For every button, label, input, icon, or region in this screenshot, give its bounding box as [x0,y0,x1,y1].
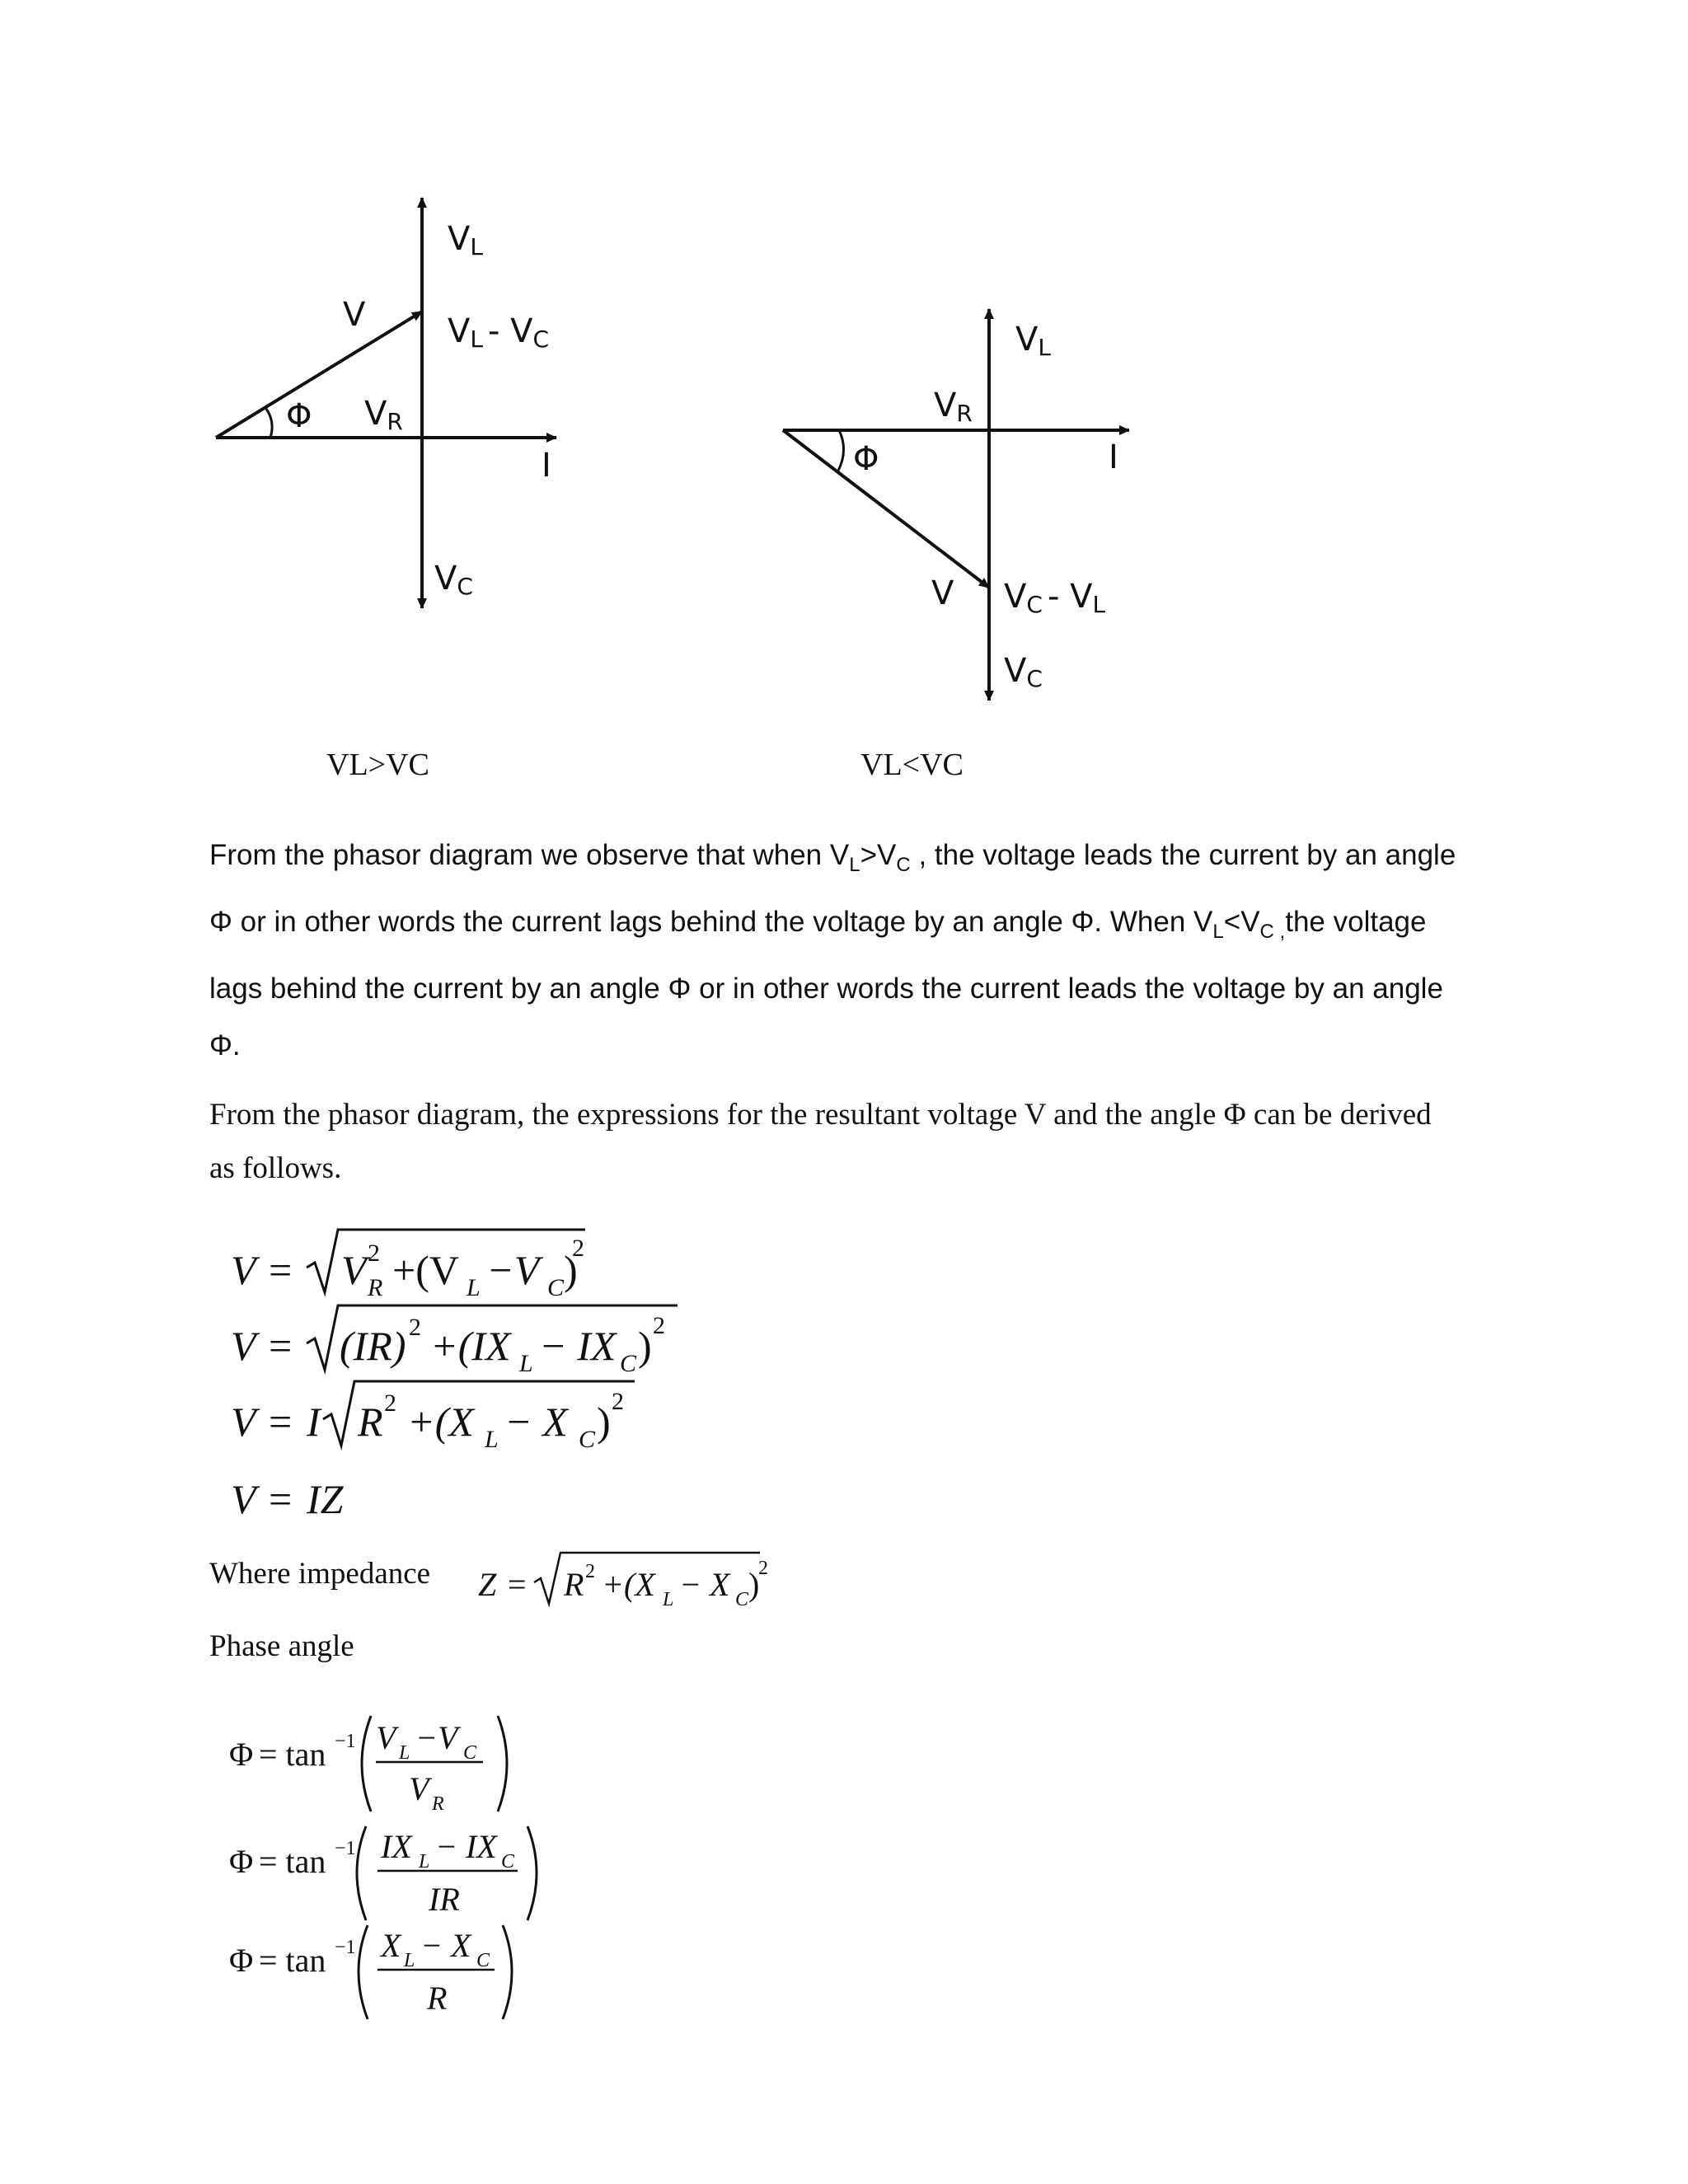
svg-text:VC [1004,652,1043,692]
phi-label-right: Φ [853,440,879,478]
svg-text:+(IX: +(IX [430,1323,511,1369]
svg-text:2: 2 [384,1390,396,1417]
i-label-left: I [542,447,551,485]
svg-text:= tan: = tan [259,1843,326,1880]
svg-text:R: R [427,1980,448,2017]
svg-text:= tan: = tan [259,1736,326,1773]
svg-text:Φ: Φ [229,1942,254,1979]
svg-text:Φ: Φ [229,1736,254,1773]
svg-text:C: C [476,1950,490,1971]
paragraph-derivation-intro [209,1088,1495,1195]
svg-text:R: R [358,1399,383,1445]
v-resultant-right [783,430,989,588]
phasor-diagram-left [216,198,556,608]
svg-text:+(X: +(X [407,1399,474,1445]
svg-text:L: L [485,1426,499,1453]
svg-text:VR [364,395,403,435]
svg-text:2: 2 [409,1314,421,1341]
equation-v-iz [231,1476,345,1522]
vl-label-right: V [1015,321,1039,359]
paragraph2-line1: From the phasor diagram, the expressions for the resultant voltage V and the angle Φ can be derived [209,1098,1432,1132]
vc-label-right: V [1004,652,1027,690]
caption-right: VL<VC [860,748,964,782]
svg-text:R: R [564,1566,584,1603]
svg-text:−V: −V [486,1247,540,1293]
svg-text:2: 2 [572,1235,584,1262]
svg-text:IX: IX [381,1828,412,1865]
vr-label-right-sub: R [956,400,973,427]
svg-text:L: L [663,1589,674,1610]
svg-text:− IX: − IX [539,1323,617,1369]
vl-vc-label-left: V [448,312,471,350]
paragraph2-line2: as follows. [209,1151,342,1185]
svg-text:VC- VL [1004,578,1105,618]
svg-text:VL [448,220,483,260]
vl-vc-label-left-sub2: C [532,326,550,353]
paragraph1-line4: Φ. [209,1029,241,1062]
phasor-diagram-right [783,309,1129,701]
equation-v-currents [231,1305,678,1377]
svg-text:VL- VC [448,312,549,353]
v-label-right: V [931,574,954,612]
svg-text:−1: −1 [335,1838,356,1859]
equation-v-impedance [231,1381,635,1453]
svg-text:=: = [269,1247,293,1293]
impedance-label: Where impedance [209,1557,431,1591]
svg-text:C: C [501,1851,515,1872]
svg-text:2: 2 [368,1240,380,1267]
svg-text:2: 2 [585,1561,595,1582]
svg-text:2: 2 [653,1312,665,1339]
svg-text:V: V [231,1247,256,1293]
svg-text:R: R [432,1793,444,1815]
svg-text:− X: − X [420,1927,471,1964]
svg-text:): ) [638,1323,652,1369]
phase-formula-voltages [229,1716,507,1815]
svg-text:VR [934,387,973,427]
paragraph1-line3: lags behind the current by an angle Φ or in other words the current leads the voltage by an angle [209,972,1443,1005]
svg-text:Φ: Φ [229,1843,254,1880]
vc-vl-label-right: V [1004,578,1027,616]
svg-text:=: = [269,1323,293,1369]
svg-text:L: L [419,1851,430,1872]
vc-label-left-sub: C [457,573,473,600]
svg-text:VL [1015,321,1051,361]
svg-text:− IX: − IX [435,1828,497,1865]
svg-text:C: C [735,1589,749,1610]
svg-text:=: = [269,1476,293,1522]
svg-text:=: = [269,1399,293,1445]
caption-left: VL>VC [326,748,429,782]
svg-text:C: C [579,1426,596,1453]
vr-label-left: V [364,395,387,433]
svg-text:2: 2 [612,1388,624,1415]
svg-text:R: R [368,1274,383,1301]
svg-text:(IR): (IR) [340,1323,406,1369]
vr-label-left-sub: R [387,408,403,435]
svg-text:VC [434,560,473,600]
svg-text:X: X [381,1927,401,1964]
svg-text:): ) [564,1247,578,1293]
phase-formula-reactances [229,1925,512,2019]
v-label-left: V [343,296,366,334]
svg-text:V: V [409,1770,429,1807]
svg-text:L: L [404,1950,415,1971]
svg-text:I: I [307,1399,321,1445]
vl-vc-label-left-mid: - V [487,312,533,350]
paragraph1-line1: From the phasor diagram we observe that when $V_L>V_C$ , the voltage leads the current by an angle [209,839,1456,876]
svg-text:Z: Z [478,1566,497,1603]
svg-text:L: L [399,1742,410,1764]
vc-vl-label-right-sub1: C [1026,591,1043,618]
phase-angle-label: Phase angle [209,1629,354,1663]
vc-label-left: V [434,560,457,598]
svg-text:C: C [547,1274,565,1301]
svg-text:IZ: IZ [307,1476,344,1522]
phasor-diagrams [0,0,1688,824]
svg-text:V: V [231,1323,256,1369]
vl-label-left-sub: L [470,233,483,260]
phase-formula-currents [229,1826,537,1920]
vc-vl-label-right-sub2: L [1092,591,1106,618]
vl-label-right-sub: L [1038,334,1051,361]
svg-text:= tan: = tan [259,1942,326,1979]
svg-text:L: L [467,1274,481,1301]
impedance-formula [478,1553,768,1610]
svg-text:): ) [748,1566,760,1603]
svg-text:V: V [231,1476,256,1522]
svg-text:L: L [519,1350,533,1377]
vc-label-right-sub: C [1026,665,1043,692]
phi-arc-right [837,430,844,472]
phi-label-left: Φ [286,397,312,435]
paragraph1-line2: Φ or in other words the current lags behind the voltage by an angle Φ. When $V_L<V_{C ,}the$ voltage [209,906,1427,943]
vr-label-right: V [934,387,957,424]
svg-text:V: V [231,1399,256,1445]
svg-text:=: = [508,1566,527,1603]
svg-text:C: C [620,1350,637,1377]
equation-v-components [231,1230,585,1301]
svg-text:IR: IR [429,1881,460,1918]
svg-text:2: 2 [758,1558,768,1579]
svg-text:−1: −1 [335,1937,356,1958]
i-label-right: I [1109,438,1118,476]
svg-text:− X: − X [679,1566,730,1603]
svg-text:− X: − X [504,1399,568,1445]
svg-text:−1: −1 [335,1731,356,1752]
svg-text:+(V: +(V [392,1247,459,1293]
vc-vl-label-right-mid: - V [1047,578,1093,616]
vl-label-left: V [448,220,471,258]
paragraph-phase-explanation [209,827,1479,1074]
svg-text:−V: −V [415,1719,458,1756]
svg-text:V: V [341,1247,367,1293]
svg-text:C: C [463,1742,477,1764]
svg-text:): ) [597,1399,611,1445]
svg-text:+(X: +(X [602,1566,655,1603]
svg-text:V: V [376,1719,396,1756]
vl-vc-label-left-sub1: L [470,326,483,353]
phi-arc-left [266,409,272,438]
